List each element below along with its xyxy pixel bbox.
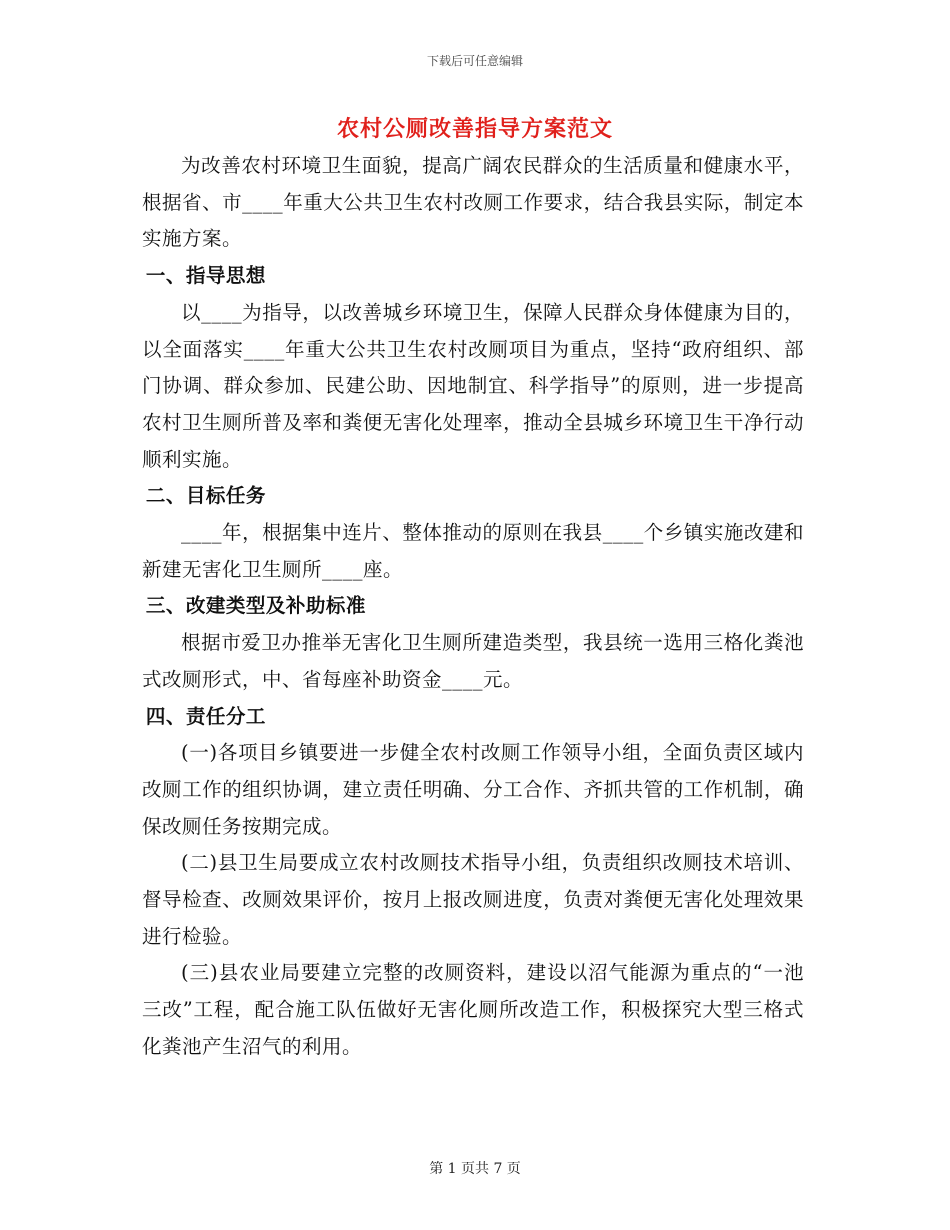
section-heading-responsibilities: 四、责任分工 [145, 704, 266, 728]
page-footer-number: 第 1 页共 7 页 [429, 1161, 521, 1177]
responsibility-paragraph-2: (二)县卫生局要成立农村改厕技术指导小组，负责组织改厕技术培训、督导检查、改厕效果评价，按月上报改厕进度，负责对粪便无害化处理效果进行检验。 [142, 851, 804, 948]
responsibility-paragraph-1: (一)各项目乡镇要进一步健全农村改厕工作领导小组，全面负责区域内改厕工作的组织协调，建立责任明确、分工合作、齐抓共管的工作机制，确保改厕任务按期完成。 [142, 741, 804, 838]
document-body [142, 148, 804, 1066]
target-tasks-paragraph: ____年，根据集中连片、整体推动的原则在我县____个乡镇实施改建和新建无害化卫生厕所____座。 [142, 521, 804, 581]
section-heading-renovation-types: 三、改建类型及补助标准 [145, 594, 366, 618]
renovation-types-paragraph: 根据市爱卫办推举无害化卫生厕所建造类型，我县统一选用三格化粪池式改厕形式，中、省每座补助资金____元。 [142, 631, 804, 691]
section-heading-guiding-ideology: 一、指导思想 [145, 264, 266, 288]
guiding-ideology-paragraph: 以____为指导，以改善城乡环境卫生，保障人民群众身体健康为目的，以全面落实____年重大公共卫生农村改厕项目为重点，坚持“政府组织、部门协调、群众参加、民建公助、因地制宜、科学指导”的原则，进一步提高农村卫生厕所普及率和粪便无害化处理率，推动全县城乡环境卫生干净行动顺利实施。 [142, 300, 804, 471]
section-heading-target-tasks: 二、目标任务 [145, 484, 266, 508]
page-header-note: 下载后可任意编辑 [426, 54, 523, 68]
responsibility-paragraph-3: (三)县农业局要建立完整的改厕资料，建设以沼气能源为重点的“一池三改”工程，配合施工队伍做好无害化厕所改造工作，积极探究大型三格式化粪池产生沼气的利用。 [142, 961, 804, 1058]
document-title: 农村公厕改善指导方案范文 [336, 116, 613, 142]
intro-paragraph: 为改善农村环境卫生面貌，提高广阔农民群众的生活质量和健康水平，根据省、市____年重大公共卫生农村改厕工作要求，结合我县实际，制定本实施方案。 [142, 154, 804, 251]
